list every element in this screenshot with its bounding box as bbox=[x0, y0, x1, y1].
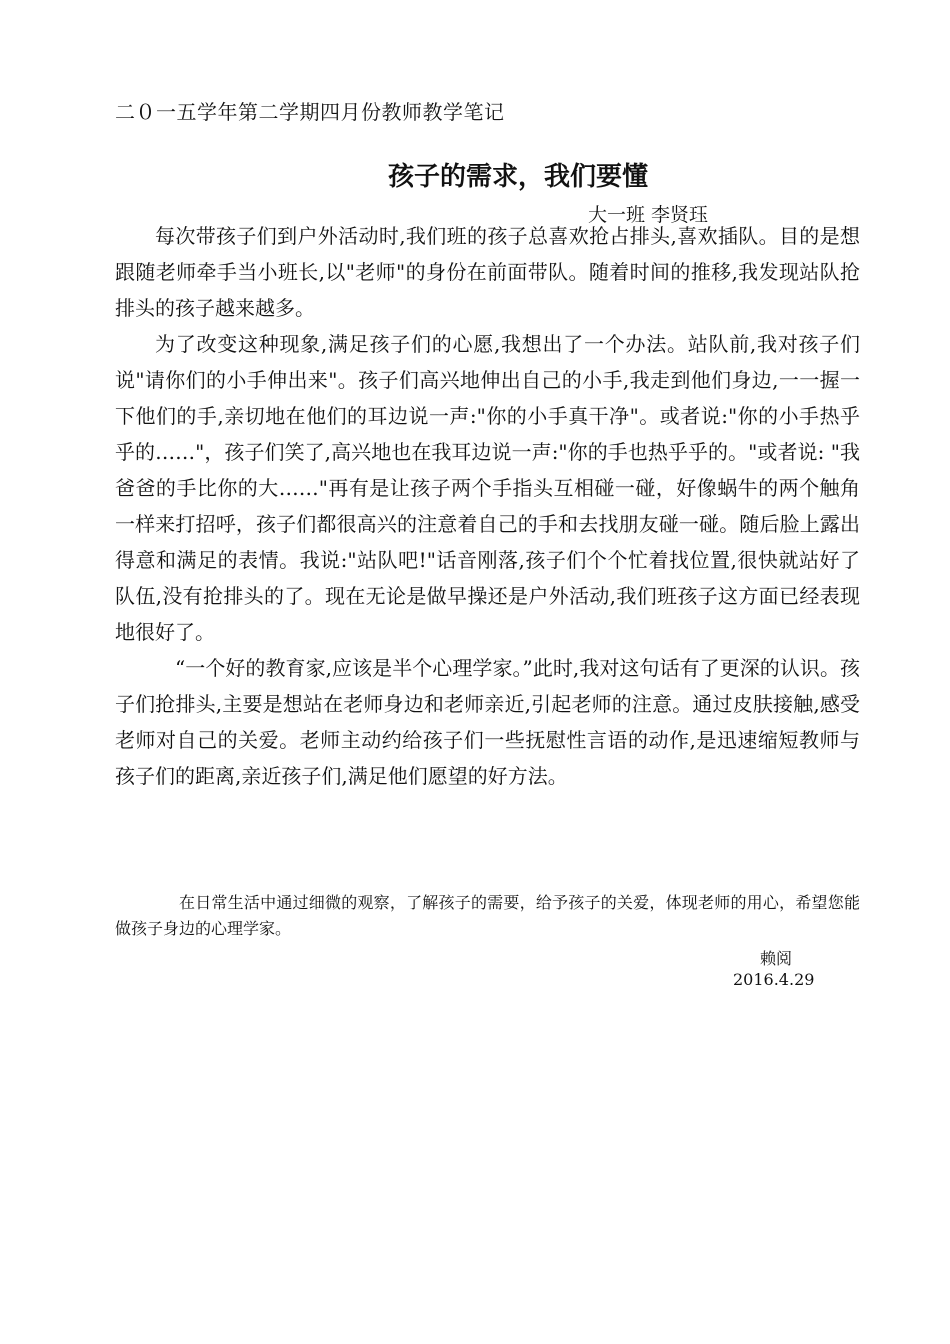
article-author: 大一班 李贤珏 bbox=[588, 204, 709, 226]
review-date: 2016.4.29 bbox=[733, 970, 815, 989]
article-title: 孩子的需求，我们要懂 bbox=[388, 162, 649, 192]
review-comment: 在日常生活中通过细微的观察，了解孩子的需要，给予孩子的关爱，体现老师的用心，希望您能做孩子身边的心理学家。 bbox=[115, 893, 860, 938]
article-body bbox=[115, 218, 860, 794]
notebook-header: 二０一五学年第二学期四月份教师教学笔记 bbox=[115, 100, 505, 124]
paragraph-3: “一个好的教育家,应该是半个心理学家。”此时,我对这句话有了更深的认识。孩子们抢排头,主要是想站在老师身边和老师亲近,引起老师的注意。通过皮肤接触,感受老师对自己的关爱。老师主动约给孩子们一些抚慰性言语的动作,是迅速缩短教师与孩子们的距离,亲近孩子们,满足他们愿望的好方法。 bbox=[115, 656, 860, 788]
paragraph-1: 每次带孩子们到户外活动时,我们班的孩子总喜欢抢占排头,喜欢插队。目的是想跟随老师牵手当小班长,以"老师"的身份在前面带队。随着时间的推移,我发现站队抢排头的孩子越来越多。 bbox=[115, 224, 860, 320]
paragraph-2: 为了改变这种现象,满足孩子们的心愿,我想出了一个办法。站队前,我对孩子们说"请你们的小手伸出来"。孩子们高兴地伸出自己的小手,我走到他们身边,一一握一下他们的手,亲切地在他们的耳边说一声:"你的小手真干净"。或者说:"你的小手热乎乎的……"，孩子们笑了,高兴地也在我耳边说一声:"你的手也热乎乎的。"或者说: "我爸爸的手比你的大……"再有是让孩子两个手指头互相碰一碰，好像蜗牛的两个触角一样来打招呼，孩子们都很高兴的注意着自己的手和去找朋友碰一碰。随后脸上露出得意和满足的表情。我说:"站队吧!"话音刚落,孩子们个个忙着找位置,很快就站好了队伍,没有抢排头的了。现在无论是做早操还是户外活动,我们班孩子这方面已经表现地很好了。 bbox=[115, 332, 860, 644]
reviewer-signature: 赖阅 bbox=[760, 949, 793, 968]
